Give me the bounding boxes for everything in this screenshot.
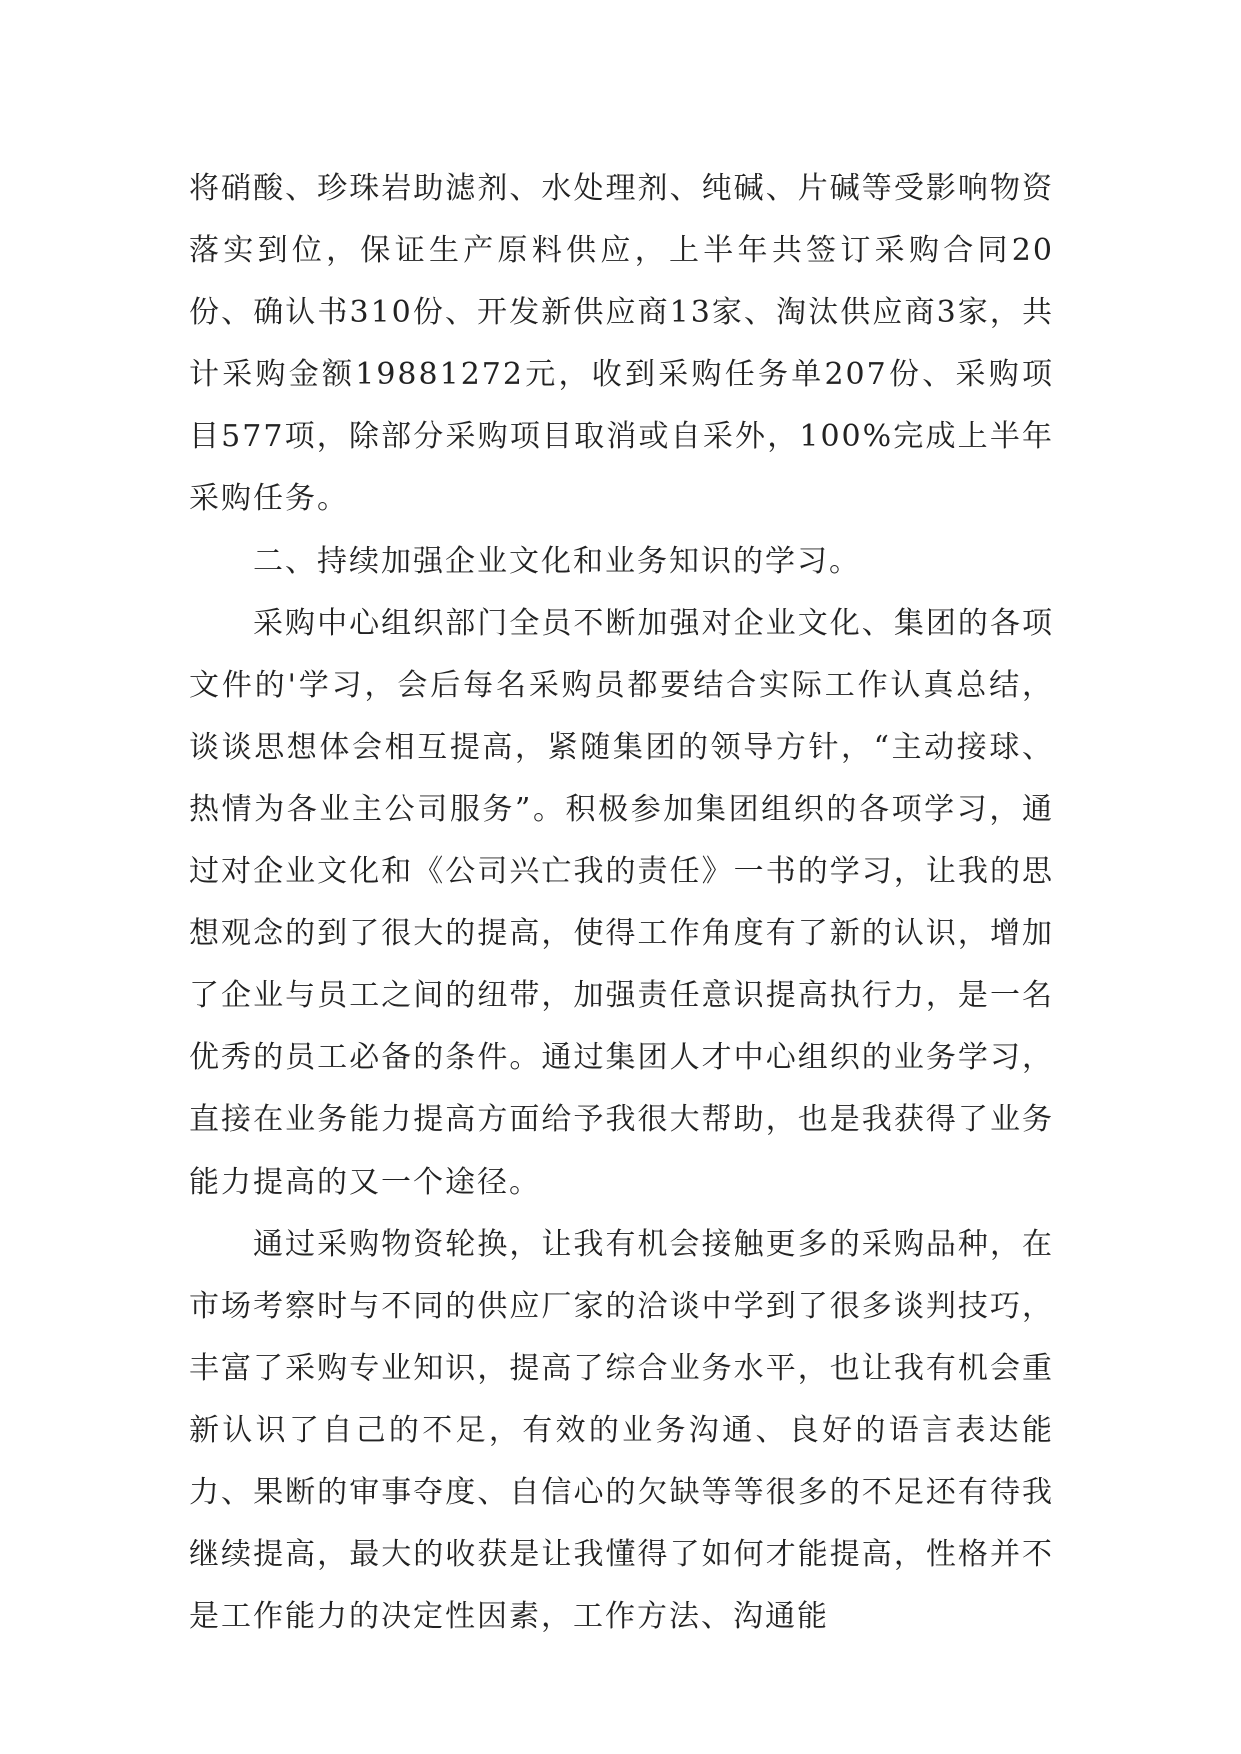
section-heading-culture-learning: 二、持续加强企业文化和业务知识的学习。	[253, 543, 861, 579]
paragraph-procurement-results: 将硝酸、珍珠岩助滤剂、水处理剂、纯碱、片碱等受影响物资落实到位，保证生产原料供应，上半年共签订采购合同20份、确认书310份、开发新供应商13家、淘汰供应商3家，共计采购金额19881272元，收到采购任务单207份、采购项目577项，除部分采购项目取消或自采外，100%完成上半年采购任务。	[189, 171, 1054, 517]
document-body	[189, 158, 1054, 1648]
paragraph-material-rotation: 通过采购物资轮换，让我有机会接触更多的采购品种，在市场考察时与不同的供应厂家的洽谈中学到了很多谈判技巧，丰富了采购专业知识，提高了综合业务水平，也让我有机会重新认识了自己的不足，有效的业务沟通、良好的语言表达能力、果断的审事夺度、自信心的欠缺等等很多的不足还有待我继续提高，最大的收获是让我懂得了如何才能提高，性格并不是工作能力的决定性因素，工作方法、沟通能	[189, 1226, 1054, 1635]
paragraph-culture-learning: 采购中心组织部门全员不断加强对企业文化、集团的各项文件的'学习，会后每名采购员都要结合实际工作认真总结，谈谈思想体会相互提高，紧随集团的领导方针，“主动接球、热情为各业主公司服务”。积极参加集团组织的各项学习，通过对企业文化和《公司兴亡我的责任》一书的学习，让我的思想观念的到了很大的提高，使得工作角度有了新的认识，增加了企业与员工之间的纽带，加强责任意识提高执行力，是一名优秀的员工必备的条件。通过集团人才中心组织的业务学习，直接在业务能力提高方面给予我很大帮助，也是我获得了业务能力提高的又一个途径。	[189, 605, 1054, 1200]
